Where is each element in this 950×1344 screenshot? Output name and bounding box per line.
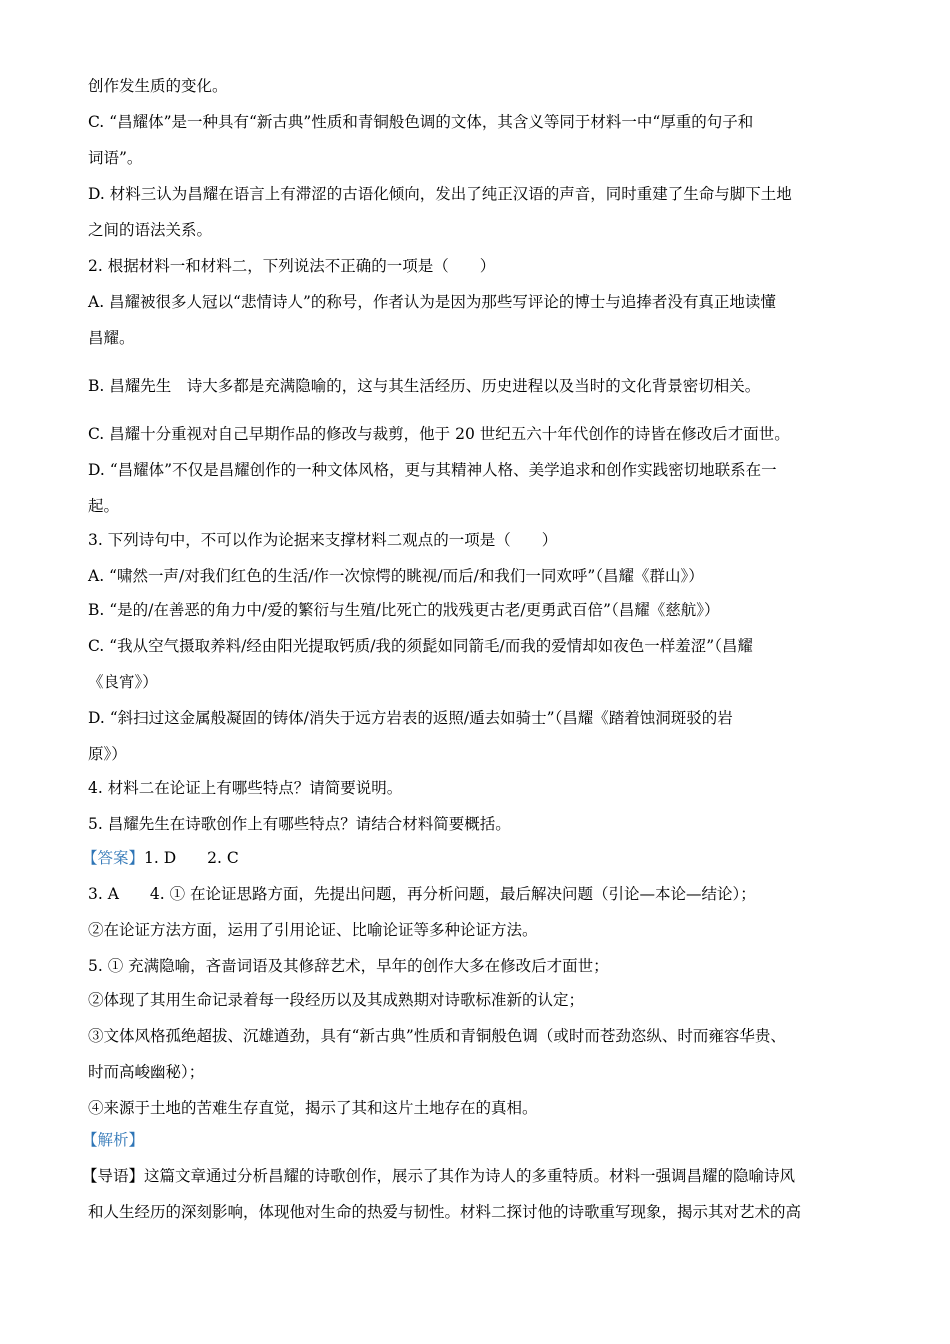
- option-d-text: D. 材料三认为昌耀在语言上有滞涩的古语化倾向，发出了纯正汉语的声音，同时重建了生命与脚下土地: [88, 185, 792, 203]
- text-line: 原》）: [88, 745, 127, 763]
- answer-text: 5. ① 充满隐喻，吝啬词语及其修辞艺术，早年的创作大多在修改后才面世；: [88, 957, 609, 975]
- option-d-text: D. “斜扫过这金属般凝固的铸体/消失于远方岩表的返照/遁去如骑士”（昌耀《踏着蚀洞斑驳的岩: [88, 709, 733, 727]
- option-d-text: D. “昌耀体”不仅是昌耀创作的一种文体风格，更与其精神人格、美学追求和创作实践密切地联系在一: [88, 461, 777, 479]
- answer-text: ③文体风格孤绝超拔、沉雄遒劲，具有“新古典”性质和青铜般色调（或时而苍劲恣纵、时而雍容华贵、: [88, 1027, 786, 1045]
- question-2: 2. 根据材料一和材料二，下列说法不正确的一项是（ ）: [88, 257, 496, 275]
- option-b-text: B. 昌耀先生 诗大多都是充满隐喻的，这与其生活经历、历史进程以及当时的文化背景密切相关。: [88, 377, 761, 395]
- answer-text: ④来源于土地的苦难生存直觉，揭示了其和这片土地存在的真相。: [88, 1099, 538, 1117]
- answer-text: ②在论证方法方面，运用了引用论证、比喻论证等多种论证方法。: [88, 921, 538, 939]
- intro-tag: 【导语】: [82, 1167, 145, 1185]
- intro-line: [82, 1166, 795, 1186]
- answer-text: ②体现了其用生命记录着每一段经历以及其成熟期对诗歌标准新的认定；: [88, 991, 585, 1009]
- text-line: 词语”。: [88, 149, 143, 167]
- answer-text: 3. A 4. ① 在论证思路方面，先提出问题，再分析问题，最后解决问题（引论—本论—结论）；: [88, 885, 756, 903]
- answer-line: [82, 848, 239, 868]
- text-line: 和人生经历的深刻影响，体现他对生命的热爱与韧性。材料二探讨他的诗歌重写现象，揭示其对艺术的高: [88, 1203, 802, 1221]
- option-a-text: A. 昌耀被很多人冠以“悲情诗人”的称号，作者认为是因为那些写评论的博士与追捧者没有真正地读懂: [88, 293, 776, 311]
- answer-text: 时而高峻幽秘）；: [88, 1063, 205, 1081]
- option-c-text: C. 昌耀十分重视对自己早期作品的修改与裁剪，他于 20 世纪五六十年代创作的诗皆在修改后才面世。: [88, 425, 790, 443]
- option-a-text: A. “啸然一声/对我们红色的生活/作一次惊愕的眺视/而后/和我们一同欢呼”（昌耀《群山》）: [88, 567, 704, 585]
- option-c-text: C. “昌耀体”是一种具有“新古典”性质和青铜般色调的文体，其含义等同于材料一中“厚重的句子和: [88, 113, 754, 131]
- question-4: 4. 材料二在论证上有哪些特点？请简要说明。: [88, 779, 403, 797]
- text-line: 昌耀。: [88, 329, 135, 347]
- intro-text: 这篇文章通过分析昌耀的诗歌创作，展示了其作为诗人的多重特质。材料一强调昌耀的隐喻诗风: [144, 1167, 796, 1185]
- question-5: 5. 昌耀先生在诗歌创作上有哪些特点？请结合材料简要概括。: [88, 815, 511, 833]
- option-b-text: B. “是的/在善恶的角力中/爱的繁衍与生殖/比死亡的戕残更古老/更勇武百倍”（昌耀《慈航》）: [88, 601, 720, 619]
- answer-text: 1. D 2. C: [144, 849, 239, 867]
- text-line: 《良宵》）: [88, 673, 158, 691]
- analysis-tag: 【解析】: [82, 1131, 145, 1149]
- answer-tag: 【答案】: [82, 849, 145, 867]
- question-3: 3. 下列诗句中，不可以作为论据来支撑材料二观点的一项是（ ）: [88, 531, 558, 549]
- text-line: 起。: [88, 497, 120, 515]
- option-c-text: C. “我从空气摄取养料/经由阳光提取钙质/我的须髭如同箭毛/而我的爱情却如夜色一样羞涩”（昌耀: [88, 637, 753, 655]
- text-line: 创作发生质的变化。: [88, 77, 228, 95]
- text-line: 之间的语法关系。: [88, 221, 213, 239]
